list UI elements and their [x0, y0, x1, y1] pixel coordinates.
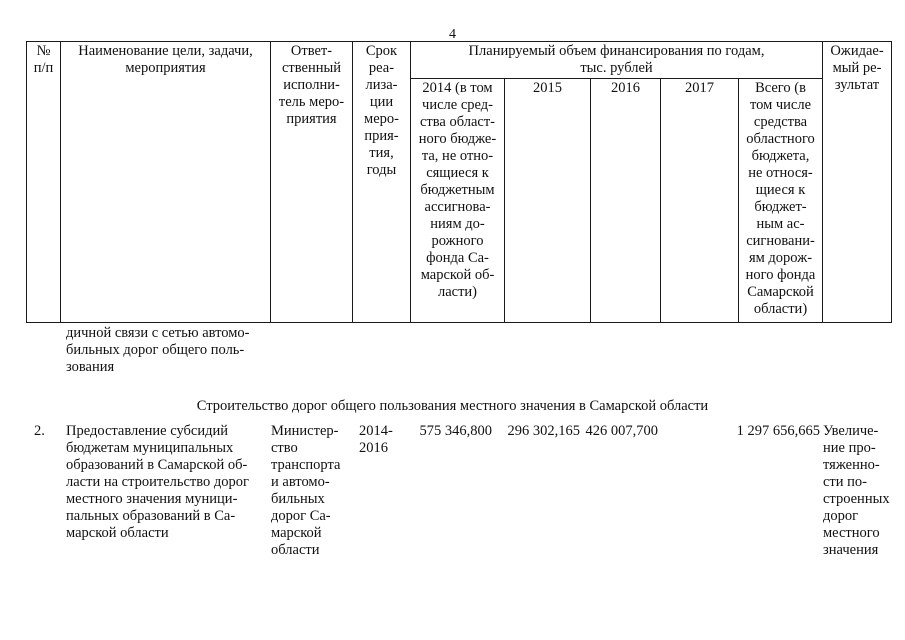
row-result: Увеличе- ние про- тяженно- сти по- строенных дорог местного значения [823, 423, 890, 558]
header-term: Срок реа- лиза- ции меро- прия- тия, годы [353, 42, 411, 323]
header-year-2015: 2015 [505, 79, 591, 323]
row-value-2014: 575 346,800 [419, 423, 492, 439]
continuation-text: дичной связи с сетью автомо- бильных дорог общего поль- зования [66, 325, 250, 375]
header-financing: Планируемый объем финансирования по годам, тыс. рублей [411, 42, 823, 79]
header-number: № п/п [27, 42, 61, 323]
row-responsible: Министер- ство транспорта и автомо- бильных дорог Са- марской области [271, 423, 341, 558]
header-year-2014: 2014 (в том числе сред- ства област- ного бюдже- та, не отно- сящиеся к бюджетным ассигнова- ниям до- рожного фонда Са- марской об- ласти) [411, 79, 505, 323]
header-year-2016: 2016 [591, 79, 661, 323]
header-total: Всего (в том числе средства областного бюджета, не относя- щиеся к бюджет- ным ас- сигновани- ям дорож- ного фонда Самарской области) [739, 79, 823, 323]
row-number: 2. [34, 423, 45, 439]
header-responsible: Ответ- ственный исполни- тель меро- приятия [271, 42, 353, 323]
row-name: Предоставление субсидий бюджетам муниципальных образований в Самарской об- ласти на строительство дорог местного значения муници- пальных образований в Са- марской области [66, 423, 249, 541]
header-result: Ожидае- мый ре- зультат [823, 42, 892, 323]
row-total: 1 297 656,665 [736, 423, 820, 439]
row-value-2016: 426 007,700 [585, 423, 658, 439]
header-name: Наименование цели, задачи, мероприятия [61, 42, 271, 323]
table-header [26, 41, 892, 323]
page-number: 4 [449, 27, 456, 42]
header-year-2017: 2017 [661, 79, 739, 323]
section-title: Строительство дорог общего пользования местного значения в Самарской области [196, 398, 709, 414]
row-value-2015: 296 302,165 [507, 423, 580, 439]
row-term: 2014- 2016 [359, 423, 393, 456]
